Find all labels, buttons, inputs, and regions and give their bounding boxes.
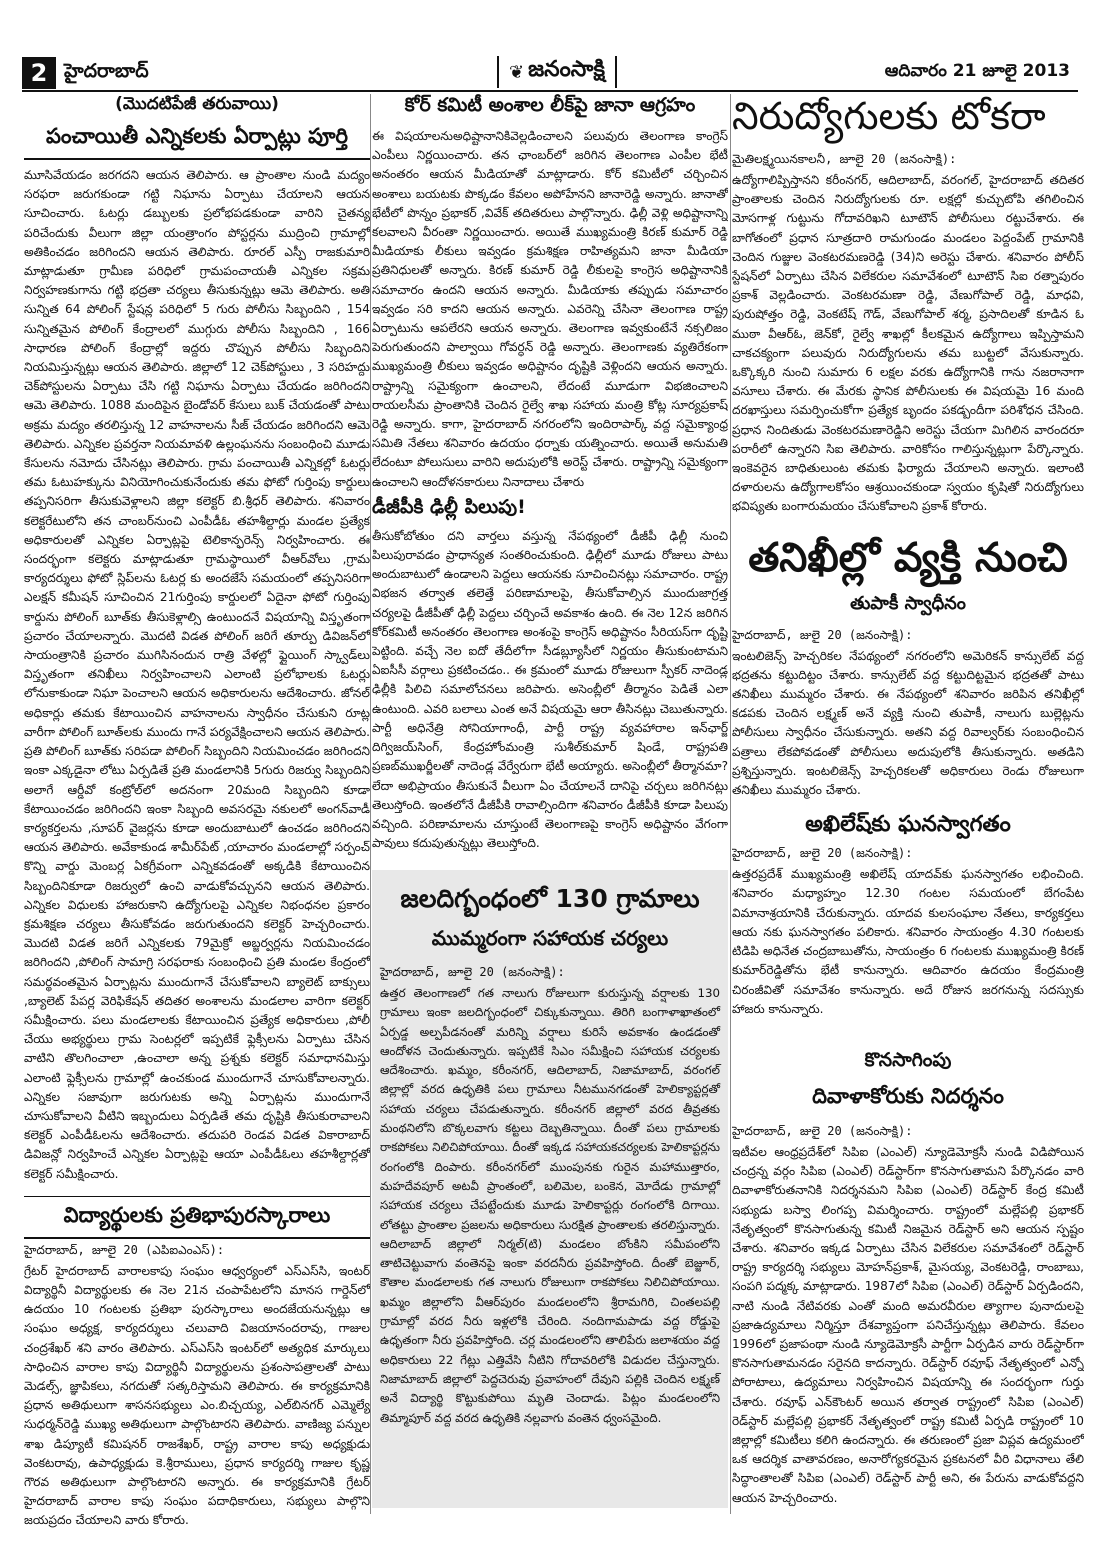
dateline: హైదరాబాద్, జూలై 20 (ఎపిఐఎంఎస్): bbox=[24, 1242, 225, 1257]
continued-kicker: (మొదటిపేజీ తరువాయి) bbox=[115, 94, 279, 114]
continued-kicker: కొనసాగింపు bbox=[864, 1048, 952, 1071]
newspaper-logo bbox=[497, 56, 617, 88]
article-student-awards bbox=[24, 1196, 370, 1531]
floods-feature-box bbox=[372, 870, 728, 1508]
dateline: మైతిలక్ష్మయినకాలనీ, జూలై 20 (జనంసాక్షి): bbox=[732, 152, 957, 166]
article-body-floods: ఉత్తర తెలంగాణలో గత నాలుగు రోజులుగా కురుస్తున్న వర్షాలకు 130 గ్రామాలు ఇంకా జలదిగ్బంధంలో చిక్కుకున్నాయి. తిరిగి బంగాళాఖాతంలో ఏర్పడ్డ అల్పపీడనంతో మరిన్ని వర్షాలు కురిసే అవకాశం ఉండడంతో ఆందోళన చెందుతున్నారు. ఇప్పటికే సిఎం సమీక్షించి సహాయక చర్యలకు ఆదేశించారు. ఖమ్మం, కరీంనగర్, ఆదిలాబాద్, నిజామాబాద్, వరంగల్ జిల్లాల్లో వరద ఉధృతికి పలు గ్రామాలు నీటమునగడంతో హెలిక్యాప్టర్లతో సహాయ చర్యలు చేపడుతున్నారు. కరీంనగర్ జిల్లాలో వరద తీవ్రతకు మంథనిలోని బొక్కలవాగు కట్టలు దెబ్బతిన్నాయి. దీంతో పలు గ్రామాలకు రాకపోకలు నిలిచిపోయాయి. దీంతో ఇక్కడ సహాయకచర్యలకు హెలికాప్టర్లను రంగంలోకి దింపారు. కరీంనగర్‌లో ముంపునకు గురైన మహాముత్తారం, మహదేవపూర్ అటవీ ప్రాంతంలో, బలిమెల, బంకెన, మోదేడు గ్రామాల్లో సహాయక చర్యలు చేపట్టేందుకు మూడు హెలికాప్టర్లు రంగంలోకి దిగాయి. లోతట్టు ప్రాంతాల ప్రజలను అధికారులు సురక్షిత ప్రాంతాలకు తరలిస్తున్నారు. ఆదిలాబాద్ జిల్లాలో నిర్మల్(టి) మండలం బోంకిని సమీపంలోని తాటిచెట్టువాగు వంతెనపై ఇంకా వరదనీరు ప్రవహిస్తోంది. దీంతో బెజ్జూర్, కౌతాల మండలాలకు గత నాలుగు రోజులుగా రాకపోకలు నిలిచిపోయాయి. ఖమ్మం జిల్లాలోని వీఆర్‌పురం మండలంలోని శ్రీరామగిరి, చింతలపల్లి గ్రామాల్లో వరద నీరు ఇళ్లలోకి చేరింది. నందిగామపాడు వద్ద రోడ్డుపై ఉధృతంగా నీరు ప్రవహిస్తోంది. చర్ల మండలంలోని తాలిపేరు జలాశయం వద్ద అధికారులు 22 గేట్లు ఎత్తివేసి నీటిని గోదావరిలోకి విడుదల చేస్తున్నారు. నిజామాబాద్ జిల్లాలో పెద్దచెరువు ప్రవాహంలో దేవుని పల్లికి చెందిన లక్ష్మణ్ అనే విద్యార్థి కొట్టుకుపోయి మృతి చెందాడు. పిట్లం మండలంలోని తిమ్మాపూర్ వద్ద వరద ఉధృతికి నల్లవాగు వంతెన ధ్వంసమైంది. bbox=[380, 986, 720, 1425]
article-body-core-committee: ఈ విషయాలనుఅధిష్టానానికివెల్లడించాలని పలువురు తెలంగాణ కాంగ్రెస్ ఎంపీలు నిర్ణయించారు. తన ఛాంబర్‌లో జరిగిన తెలంగాణ ఎంపీల భేటీ అనంతరం ఆయన మీడియాతో మాట్లాడారు. కోర్ కమిటీలో చర్చించిన అంశాలు బయటకు పొక్కడం కేవలం అపోహేనని జానారెడ్డి అన్నారు. జానాతో భేటీలో పొన్నం ప్రభాకర్ ,వివేక్ తదితరులు పాల్గొన్నారు. ఢిల్లీ వెళ్లి అధిష్టానాన్ని కలవాలని వీరంతా నిర్ణయించారు. అయితే ముఖ్యమంత్రి కిరణ్ కుమార్ రెడ్డి మీడియాకు లీకులు ఇవ్వడం క్రమశిక్షణ రాహిత్యమని జానా మీడియా ప్రతినిధులతో అన్నారు. కిరణ్ కుమార్ రెడ్డి లీకులపై కాంగ్రెస అధిష్టానానికి సమాచారం ఉందని ఆయన అన్నారు. మీడియాకు తప్పుడు సమాచారం ఇవ్వడం సరి కాదని ఆయన అన్నారు. ఎవరెన్ని చేసినా తెలంగాణ రాష్ట్ర ఏర్పాటును ఆపలేరని ఆయన అన్నారు. తెలంగాణ ఇవ్వకుంటేనే నక్సలిజం పెరుగుతుందని పాల్వాయి గోవర్ధన్ రెడ్డి అన్నారు. తెలంగాణకు వ్యతిరేకంగా ముఖ్యమంత్రి లీకులు ఇవ్వడం అధిష్టానం దృష్టికి వెళ్లిందని ఆయన అన్నారు. రాష్ట్రాన్ని సమైక్యంగా ఉంచాలని, లేదంటే మూడుగా విభజించాలని రాయలసీమ ప్రాంతానికి చెందిన రైల్వే శాఖ సహాయ మంత్రి కోట్ల సూర్యప్రకాష్ రెడ్డి అన్నారు. కాగా, హైదరాబాద్ నగరంలోని ఇందిరాపార్క్ వద్ద సమైక్యాంధ్ర సమితి నేతలు శనివారం ఉదయం ధర్నాకు యత్నించారు. అయితే అనుమతి లేదంటూ పోలుసులు వారిని అదుపులోకి అరెస్ట్ చేశారు. రాష్ట్రాన్ని సమైక్యంగా ఉంచాలని ఆందోళనకారులు నినాదాలు చేశారు bbox=[372, 129, 728, 489]
dateline: హైదరాబాద్, జులై 20 (జనంసాక్షి): bbox=[732, 846, 913, 861]
article-body-red-star: ఇటీవల ఆంధ్రప్రదేశ్‌లో సిపిఐ (ఎంఎల్) న్యూడెమోక్రసీ నుండి విడిపోయిన చంద్రన్న వర్గం సిపిఐ (ఎంఎల్) రెడ్‌స్టార్‌గా కొనసాగుతామని పేర్కొనడం వారి దివాళాకోరుతనానికి నిదర్శనమని సిపిఐ (ఎంఎల్) రెడ్‌స్టార్ కేంద్ర కమిటీ సభ్యుడు బస్వా లింగప్ప విమర్శించారు. రాష్ట్రంలో మల్లేపల్లి ప్రభాకర్ నేతృత్వంలో కొనసాగుతున్న కమిటీ నిజమైన రెడ్‌స్టార్ అని ఆయన స్పష్టం చేశారు. శనివారం ఇక్కడ ఏర్పాటు చేసిన విలేకరుల సమావేశంలో రెడ్‌స్టార్ రాష్ట్ర కార్యదర్శి సభ్యులు మోహన్‌ప్రకాశ్, మైసయ్య, వెంకటరెడ్డి, రాంబాబు, సంపగి పద్మక్క మాట్లాడారు. 1987లో సిపిఐ (ఎంఎల్) రెడ్‌స్టార్ ఏర్పడిందని, నాటి నుండి నేటివరకు ఎంతో మంది అమరవీరుల త్యాగాల పునాదులపై ప్రజాఉద్యమాలు నిర్మిస్తూ దేశవ్యాప్తంగా పనిచేస్తున్నట్లు తెలిపారు. కేవలం 1996లో ప్రజాపంథా నుండి న్యూడెమోక్రసీ పార్టీగా ఏర్పడిన వారు రెడ్‌స్టార్‌గా కొనసాగుతామనడం సరైనది కాదన్నారు. రెడ్‌స్టార్ రవూఫ్ నేతృత్వంలో ఎన్నో పోరాటాలు, ఉద్యమాలు నిర్వహించిన విషయాన్ని ఈ సందర్భంగా గుర్తు చేశారు. రవూఫ్ ఎన్‌కౌంటర్ అయిన తర్వాత రాష్ట్రంలో సిపిఐ (ఎంఎల్) రెడ్‌స్టార్ మల్లేపల్లి ప్రభాకర్ నేతృత్వంలో రాష్ట్ర కమిటీ ఏర్పడి రాష్ట్రంలో 10 జిల్లాల్లో కమిటీలు కలిగి ఉందన్నారు. ఈ తరుణంలో ప్రజా విప్లవ ఉద్యమంలో ఒక ఆదర్శిక వాతావరణం, అనారోగ్యకరమైన ప్రకటనలో వీరి విధానాలు తేలి సిద్ధాంతాలతో సిపిఐ (ఎంఎల్) రెడ్‌స్టార్ పార్టీ అని, ఈ పేరును వాడుకోవద్దని ఆయన హెచ్చరించారు. bbox=[732, 1144, 1084, 1505]
headline-floods: జలదిగ్బంధంలో 130 గ్రామాలు bbox=[400, 884, 700, 913]
dateline: హైదరాబాద్, జులై 20 (జనంసాక్షి): bbox=[732, 627, 913, 642]
dateline: హైదరాబాద్, జులై 20 (జనంసాక్షి): bbox=[732, 1123, 913, 1138]
masthead bbox=[22, 56, 1078, 92]
subheadline-gun-seized: తుపాకీ స్వాధీనం bbox=[850, 592, 966, 614]
lotus-logo-icon: ❦ bbox=[509, 61, 525, 83]
page-number: 2 bbox=[22, 57, 56, 89]
article-body-panchayat: మూసివేయడం జరగదని ఆయన తెలిపారు. ఆ ప్రాంతాల నుండి మద్యం సరఫరా జరుగకుండా గట్టి నిఘాను ఏర్పాటు చేయాలని ఆయన సూచించారు. ఓటర్లు డబ్బులకు ప్రలోభపడకుండా వారిని చైతన్య పరిచేందుకు వీలుగా జిల్లా యంత్రాంగం పోస్టర్లను ముద్రించి గ్రామాల్లో అతికించడం జరిగిందని ఆయన తెలిపారు. రూరల్ ఎస్పీ రాజకుమారి మాట్లాడుతూ గ్రామీణ పరిధిలో గ్రామపంచాయతీ ఎన్నికల సక్రమ నిర్వహణకుగాను గట్టి భద్రతా చర్యలు తీసుకున్నట్లు ఆమె తెలిపారు. అతి సున్నిత 64 పోలింగ్ స్టేషన్ల పరిధిలో 5 గురు పోలీసు సిబ్బందిని , 154 సున్నితమైన పోలింగ్ కేంద్రాలలో ముగ్గురు పోలీసు సిబ్బందిని , 166 సాధారణ పోలింగ్ కేంద్రాల్లో ఇద్దరు చొప్పున పోలీసు సిబ్బందిని నియమిస్తున్నట్లు ఆయన తెలిపారు. జిల్లాలో 12 చెక్‌పోస్టులు , 3 సరిహద్దు చెక్‌పోస్టులను ఏర్పాటు చేసి గట్టి నిఘాను ఏర్పాటు చేయడం జరిగిందని ఆమె తెలిపారు. 1088 మందిపైన బైండోవర్ కేసులు బుక్ చేయడంతో పాటు అక్రమ మద్యం తరలిస్తున్న 12 వాహనాలను సీజ్ చేయడం జరిగిందని ఆమె తెలిపారు. ఎన్నికల ప్రవర్తనా నియమావళి ఉల్లంఘనను సంబంధించి మూడు కేసులను నమోదు చేసినట్లు తెలిపారు. గ్రామ పంచాయితీ ఎన్నికల్లో ఓటర్లు తమ ఓటుహక్కును వినియోగించుకునేందుకు తమ ఫోటో గుర్తింపు కార్డులు తప్పనిసరిగా తీసుకువెళ్లాలని జిల్లా కలెక్టర్ బి.శ్రీధర్ తెలిపారు. శనివారం కలెక్టరేటులోని తన చాంబర్‌నుంచి ఎంపీడీఓ తహశీల్దార్లు మండల ప్రత్యేక అధికారులతో ఎన్నికల ఏర్పాట్లపై టెలికాన్ఫరెన్స్ నిర్వహించారు. ఈ సందర్భంగా కలెక్టరు మాట్లాడుతూ గ్రామస్థాయిలో వీఆర్‌వోలు ,గ్రామ కార్యదర్శులు ఫోటో స్లిప్‌లను ఓటర్ల కు అందజేసే సమయంలో తప్పనిసరిగా ఎలక్షన్ కమీషన్ సూచించిన 21గుర్తింపు కార్డులలో ఏదైనా ఫోటో గుర్తింపు కార్డును పోలింగ్ బూత్‌కు తీసుకెళ్లాల్సి ఉంటుందనే విషయాన్ని విస్తృతంగా ప్రచారం చేయాలన్నారు. మొదటి విడత పోలింగ్ జరిగే తూర్పు డివిజన్‌లో సాయంత్రానికి ప్రచారం ముగిసినందున రాత్రి వేళల్లో ఫ్లైయింగ్ స్క్వాడ్‌లు విస్తృతంగా తనిఖీలు నిర్వహించాలని ఎలాంటి ప్రలోభాలకు ఓటర్లు లోనుకాకుండా నిఘా పెంచాలని ఆయన అధికారులను ఆదేశించారు. జోనల్ అధికార్లు తమకు కేటాయించిన వాహనాలను స్వాధీనం చేసుకుని రూట్ల వారీగా పోలింగ్ బూత్‌లకు ముందు గానే పర్యవేక్షించాలని ఆయన తెలిపారు. ప్రతి పోలింగ్ బూత్‌కు సరిపడా పోలింగ్ సిబ్బందిని నియమించడం జరిగిందని ఇంకా ఎక్కడైనా లోటు ఏర్పడితే ప్రతి మండలానికి 5గురు రిజర్వు సిబ్బందిని అలాగే ఆర్డీవో కంట్రోల్‌లో అదనంగా 20మంది సిబ్బందిని కూడా కేటాయించడం జరిగిందని ఇంకా సిబ్బంది అవసరమై నకులలో అంగన్‌వాడీ కార్యకర్తలను ,సూపర్ వైజర్లను కూడా అందుబాటులో ఉంచడం జరిగిందని ఆయన తెలిపారు. అవేకాకుండ శామీర్‌పేట్ ,యాచారం మండలాల్లో సర్పంచ్ కొన్ని వార్డు మెంబర్ల ఏకగ్రీవంగా ఎన్నికవడంతో అక్కడికి కేటాయించిన సిబ్బందినికూడా రిజర్వులో ఉంచి వాడుకోవచ్చునని ఆయన తెలిపారు. ఎన్నికల విధులకు హాజరుకాని ఉద్యోగులపై ఎన్నికల నిభంధనల ప్రకారం క్రమశిక్షణ చర్యలు తీసుకోవడం జరుగుతుందని కలెక్టర్ హెచ్చరించారు. మొదటి విడత జరిగే ఎన్నికలకు 79మైక్రో అబ్జర్వర్లను నియమించడం జరిగిందని ,పోలింగ్ సామాగ్రి సరఫరాకు సంబంధించి ప్రతి మండల కేంద్రంలో సమర్థవంతమైన ఏర్పాట్లను ముందుగానే చేసుకోవాలని బ్యాలెట్ బాక్సులు ,బ్యాలెట్ పేపర్ల వెరిఫికేషన్ తదితర అంశాలను మండలాల వారిగా కలెక్టర్ సమీక్షించారు. పలు మండలాలకు కేటాయించిన ప్రత్యేక అధికారులు ,పోలీ చేయు అభ్యర్థులు గ్రామ సెంటర్లలో ఇప్పటికే ఫ్లెక్సీలను ఏర్పాటు చేసిన వాటిని తొలగించాలా ,ఉంచాలా అన్న ప్రశ్నకు కలెక్టర్ సమాధానమిస్తు ఎలాంటి ఫ్లెక్సీలను గ్రామాల్లో ఉంచకుండ ముందుగానే చూసుకోవాలన్నారు. ఎన్నికల సజావుగా జరుగుటకు అన్ని ఏర్పాట్లను ముందుగానే చూసుకోవాలని వీటిని ఇబ్బందులు ఏర్పడితే తమ దృష్టికి తీసుకురావాలని కలెక్టర్ ఎంపీడీఓలను ఆదేశించారు. తదుపరి రెండవ విడత వికారాబాద్ డివిజన్లో నిర్వహించే ఎన్నికల ఏర్పాట్లపై ఆయా ఎంపీడీఓలు తహశీల్దార్లతో కలెక్టర్ సమీక్షించారు. bbox=[24, 168, 370, 1181]
article-body-akhilesh: ఉత్తరప్రదేశ్ ముఖ్యమంత్రి అఖిలేష్ యాదవ్‌కు ఘనస్వాగతం లభించింది. శనివారం మధ్యాహ్నం 12.30 గంటల సమయంలో బేగంపేట విమానాశ్రయానికి చేరుకున్నారు. యాదవ కులసంఘాల నేతలు, కార్యకర్తలు ఆయ నకు ఘనస్వాగతం పలికారు. శనివారం సాయంత్రం 4.30 గంటలకు టిడిపి అధినేత చంద్రబాబుతోను, సాయంత్రం 6 గంటలకు ముఖ్యమంత్రి కిరణ్ కుమార్‌రెడ్డితోను భేటీ కానున్నారు. ఆదివారం ఉదయం కేంద్రమంత్రి చిరంజీవితో సమావేశం కానున్నారు. అదే రోజున జరగనున్న సదస్సుకు హాజరు కానున్నారు. bbox=[732, 867, 1084, 1016]
article-gun-seized bbox=[732, 535, 1084, 801]
headline-inspection: తనిఖీల్లో వ్యక్తి నుంచి bbox=[748, 534, 1068, 581]
column-divider bbox=[730, 94, 731, 1514]
city-label: హైదరాబాద్ bbox=[64, 59, 149, 82]
issue-date: ఆదివారం 21 జూలై 2013 bbox=[884, 61, 1070, 81]
article-red-star bbox=[732, 1049, 1084, 1508]
headline-red-star: దివాళాకోరుకు నిదర్శనం bbox=[812, 1083, 1004, 1108]
dateline: హైదరాబాద్, జూలై 20 (జనంసాక్షి): bbox=[380, 965, 565, 979]
column-left bbox=[24, 94, 370, 1531]
article-body-gun-seized: ఇంటలిజెన్స్ హెచ్చరికల నేపథ్యంలో నగరంలోని అమెరికన్ కాన్సులేట్ వద్ద భద్రతను కట్టుదిట్టం చేశారు. కాన్సులేట్ వద్ద కట్టుదిట్టమైన భద్రతతో పాటు తనిఖీలు ముమ్మరం చేశారు. ఈ నేపథ్యంలో శనివారం జరిపిన తనిఖీల్లో కడపకు చెందిన లక్ష్మణ్ అనే వ్యక్తి నుంచి తుపాకీ, నాలుగు బుల్లెట్లను పోలీసులు స్వాధీనం చేసుకున్నారు. అతని వద్ద రివాల్వర్‌కు సంబంధించిన పత్రాలు లేకపోవడంతో పోలీసులు అదుపులోకి తీసుకున్నారు. అతడిని ప్రశ్నిస్తున్నారు. ఇంటలిజెన్స్ హెచ్చరికలతో అధికారులు రెండు రోజులుగా తనిఖీలు ముమ్మరం చేశారు. bbox=[732, 648, 1084, 798]
article-body-student-awards: గ్రేటర్ హైదరాబాద్ వారాలకాపు సంఘం ఆధ్వర్యంలో ఎస్‌ఎస్‌సి, ఇంటర్ విద్యార్థినీ విద్యార్థులకు ఈ నెల 21న చంపాపేటలోని మానస గార్డెన్‌లో ఉదయం 10 గంటలకు ప్రతిభా పురస్కారాలు అందజేయనున్నట్లు ఆ సంఘం అధ్యక్ష, కార్యదర్శులు చలువాది విజయానందరావు, గాజుల చంద్రశేఖర్ శని వారం తెలిపారు. ఎస్‌ఎస్‌సి ఇంటర్‌లో అత్యధిక మార్కులు సాధించిన వారాల కాపు విద్యార్థినీ విద్యార్థులను ప్రశంసాపత్రాలతో పాటు మెడల్స్, జ్ఞాపికలు, నగదుతో సత్కరిస్తామని తెలిపారు. ఈ కార్యక్రమానికి ప్రధాన అతిథులుగా శాసనసభ్యులు ఎం.బిచ్చయ్య, ఎల్‌బినగర్ ఎమ్మెల్యే సుధర్మన్‌రెడ్డి ముఖ్య అతిథులుగా పాల్గొంటారని తెలిపారు. వాణిజ్య పన్నుల శాఖ డిప్యూటీ కమిషనర్ రాజశేఖర్, రాష్ట్ర వారాల కాపు అధ్యక్షుడు వెంకటరావు, ఉపాధ్యక్షుడు కె.శ్రీరాములు, ప్రధాన కార్యదర్శి గాజుల కృష్ణ గౌరవ అతిథులుగా పాల్గొంటారని అన్నారు. ఈ కార్యక్రమానికి గ్రేటర్ హైదరాబాద్ వారాల కాపు సంఘం పదాధికారులు, సభ్యులు పాల్గొని జయప్రదం చేయాలని వారు కోరారు. bbox=[24, 1263, 370, 1528]
logo-text: జనంసాక్షి bbox=[528, 57, 605, 82]
subheadline-relief: ముమ్మరంగా సహాయక చర్యలు bbox=[431, 926, 669, 950]
column-right bbox=[732, 94, 1084, 1514]
headline-dgp-delhi: డీజీపీకి ఢిల్లీ పిలుపు! bbox=[372, 495, 526, 518]
article-body-dgp-delhi: తీసుకోబోతుం దని వార్తలు వస్తున్న నేపథ్యంలో డీజీపీ ఢిల్లీ నుంచి పిలుపురావడం ప్రాధాన్యత సంతరించుకుంది. ఢిల్లీలో మూడు రోజులు పాటు అందుబాటులో ఉండాలని పెద్దలు ఆయనకు సూచించినట్లు సమాచారం. రాష్ట్ర విభజన తర్వాత తలెత్తే పరిణామాలపై, తీసుకోవాల్సిన ముందుజాగ్రత్త చర్యలపై డీజీపీతో ఢిల్లీ పెద్దలు చర్చించే అవకాశం ఉంది. ఈ నెల 12న జరిగిన కోర్‌కమిటీ అనంతరం తెలంగాణ అంశంపై కాంగ్రెస్ అధిష్టానం సీరియస్‌గా దృష్టి పెట్టింది. వచ్చే నెల ఐదో తేదీలోగా సీడబ్ల్యూసీలో నిర్ణయం తీసుకుంటామని ఏఐసీసీ వర్గాలు ప్రకటించడం.. ఈ క్రమంలో మూడు రోజులుగా స్పీకర్ నాదెండ్ల ఢిల్లీకి పిలిచి సమాలోచనలు జరిపారు. అసెంబ్లీలో తీర్మానం పెడితే ఎలా ఉంటుంది. ఎవరి బలాలు ఎంత అనే విషయమై ఆరా తీసినట్లు చెబుతున్నారు. పార్టీ అధినేత్రి సోనియాగాంధీ, పార్టీ రాష్ట్ర వ్యవహారాల ఇన్‌ఛార్జ్ దిగ్విజయ్‌సింగ్, కేంద్రహోంమంత్రి సుశీల్‌కుమార్ షిండే, రాష్ట్రపతి ప్రణబ్‌ముఖర్జీలతో నాదెండ్ల వేర్వేరుగా భేటీ అయ్యారు. అసెంబ్లీలో తీర్మానమా? లేదా అభిప్రాయం తీసుకునే వీలుగా ఏం చేయాలనే దానిపై చర్చలు జరిగినట్లు తెలుస్తోంది. ఇంతలోనే డీజీపీకి రావాల్సిందిగా శనివారం డీజీపీకి కూడా పిలుపు వచ్చింది. పరిణామాలను చూస్తుంటే తెలంగాణపై కాంగ్రెస్ అధిష్టానం వేగంగా పావులు కదుపుతున్నట్లు తెలుస్తోంది. bbox=[372, 528, 728, 851]
column-middle bbox=[372, 94, 728, 864]
article-akhilesh bbox=[732, 812, 1084, 1019]
article-dgp-delhi bbox=[372, 496, 728, 853]
headline-job-fraud: నిరుద్యోగులకు టోకరా bbox=[732, 94, 1046, 138]
headline-student-awards: విద్యార్థులకు ప్రతిభాపురస్కారాలు bbox=[24, 1203, 370, 1239]
headline-core-committee: కోర్ కమిటీ అంశాల లీక్‌పై జానా ఆగ్రహం bbox=[404, 94, 696, 116]
column-divider bbox=[370, 94, 371, 1514]
headline-panchayat-elections: పంచాయితీ ఎన్నికలకు ఏర్పాట్లు పూర్తి bbox=[24, 124, 370, 160]
article-body-job-fraud: ఉద్యోగాలిప్పిస్తానని కరీంనగర్, ఆదిలాబాద్, వరంగల్, హైదరాబాద్ తదితర ప్రాంతాలకు చెందిన నిరుద్యోగులకు రూ. లక్షల్లో కుచ్చుటోపి తగిలించిన మోసగాళ్ల గుట్టును గోదావరిఖని టూటౌన్ పోలీసులు రట్టుచేశారు. ఈ బాగోతంలో ప్రధాన సూత్రదారి రామగుండం మండలం పెద్దంపేట్ గ్రామానికి చెందిన గుజ్జుల వెంకటరమణరెడ్డి (34)ని అరెస్టు చేశారు. శనివారం పోలీస్ స్టేషన్‌లో ఏర్పాటు చేసిన విలేకరుల సమావేశంలో టూటౌన్ సిఐ రత్నాపురం ప్రకాశ్ వెల్లడించారు. వెంకటరమణా రెడ్డి, వేణుగోపాల్ రెడ్డి, మాధవి, పురుషోత్తం రెడ్డి, వెంకటేష్ గౌడ్, వేణుగోపాల్ శర్మ, ప్రసాదిలతో కూడిన ఓ ముఠా వీఆర్‌ఓ, జెన్‌కో, రైల్వే శాఖల్లో కీలకమైన ఉద్యోగాలు ఇప్పిస్తామని చాకచక్యంగా పలువురు నిరుద్యోగులను తమ బుట్టలో వేసుకున్నారు. ఒక్కొక్కరి నుంచి సుమారు 6 లక్షల వరకు ఉద్యోగానికి గాను నజరానాగా వసూలు చేశారు. ఈ మేరకు స్థానిక పోలీసులకు ఈ విషయమై 16 మంది దరఖాస్తులు సమర్పించుకోగా ప్రత్యేక బృందం పకడ్బందీగా పరిశోధన చేసింది. ప్రధాన నిందితుడు వెంకటరమణారెడ్డిని అరెస్టు చేయగా మిగిలిన వారందరూ పరారీలో ఉన్నారని సిఐ తెలిపారు. వారికోసం గాలిస్తున్నట్లుగా పేర్కొన్నారు. ఇంకెవరైన బాధితులుంట తమకు ఫిర్యాదు చేయాలని అన్నారు. ఇలాంటి దళారులను ఉద్యోగాలకోసం ఆశ్రయించకుండా స్వయం కృషితో నిరుద్యోగులు భవిష్యతు బంగారుమయం చేసుకోవాలని ప్రకాశ్ కోరారు. bbox=[732, 173, 1084, 514]
headline-akhilesh: అఖిలేష్‌కు ఘనస్వాగతం bbox=[805, 812, 1011, 838]
